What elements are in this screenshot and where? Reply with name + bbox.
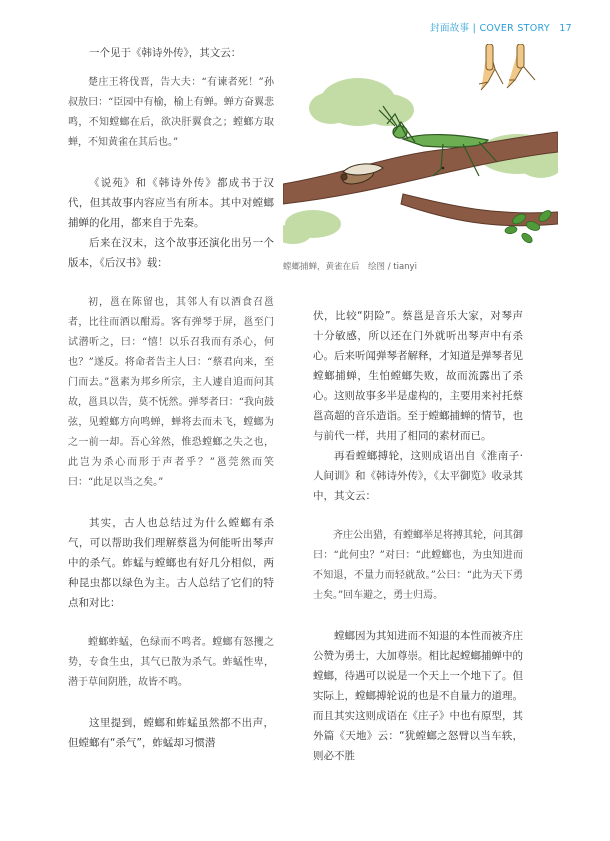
- paragraph: 这里提到，螳螂和蚱蜢虽然都不出声，但螳螂有“杀气”，蚱蜢却习惯潜: [68, 717, 274, 749]
- paragraph: 《说苑》和《韩诗外传》都成书于汉代，但其故事内容应当有所本。其中对螳螂捕蝉的化用，都来自于先秦。: [68, 177, 274, 229]
- figure-caption: 螳螂捕蝉，黄雀在后 绘图 / tianyi: [283, 262, 417, 272]
- page-number: 17: [559, 23, 572, 34]
- quote-block: 螳螂蚱蜢，色绿而不鸣者。螳螂有怒攫之势，专食生虫，其气已散为杀气。蚱蜢性卑，潜于草间阴胜，故皆不鸣。: [68, 637, 274, 688]
- quote-block: 初，邕在陈留也，其邻人有以酒食召邕者，比往而酒以酣焉。客有弹琴于屏，邕至门试潜听之，曰：“憘！以乐召我而有杀心，何也？”遂反。将命者告主人曰：“蔡君向来，至门而去。”邕素为邦乡所宗，主人遽自追而问其故，邕具以告，莫不怃然。弹琴者曰：“我向鼓弦，见螳螂方向鸣蝉，蝉将去而未飞，螳螂为之一前一却。吾心耸然，惟恐螳螂之失之也，此岂为杀心而形于声者乎？”邕莞然而笑曰：“此足以当之矣。”: [68, 297, 274, 488]
- left-column: [68, 43, 274, 753]
- right-column: [313, 306, 523, 766]
- paragraph: 再看螳螂搏轮，这则成语出自《淮南子·人间训》和《韩诗外传》，《太平御览》收录其中，其文云：: [313, 450, 523, 502]
- paragraph: 伏，比较“阴险”。蔡邕是音乐大家，对琴声十分敏感，所以还在门外就听出琴声中有杀心。后来听闻弹琴者解释，才知道是弹琴者见螳螂捕蝉，生怕螳螂失败，故而流露出了杀心。这则故事多半是虚构的，主要用来衬托蔡邕高超的音乐造诣。至于螳螂捕蝉的情节，也与前代一样，共用了相同的素材而已。: [313, 310, 523, 442]
- paragraph: 后来在汉末，这个故事还演化出另一个版本，《后汉书》载：: [68, 237, 274, 269]
- quote-block: 楚庄王将伐晋，告大夫：“有谏者死！”孙叔敖曰：“臣园中有榆，榆上有蝉。蝉方奋翼悲鸣，不知螳螂在后，欲决肝翼食之；螳螂方取蝉，不知黄雀在其后也。”: [68, 77, 274, 148]
- paragraph: 一个见于《韩诗外传》，其文云：: [89, 47, 242, 59]
- paragraph: 其实，古人也总结过为什么螳螂有杀气，可以帮助我们理解蔡邕为何能听出琴声中的杀气。蚱蜢与螳螂也有好几分相似，两种昆虫都以绿色为主。古人总结了它们的特点和对比：: [68, 517, 274, 609]
- mantis-illustration: [283, 44, 558, 251]
- quote-block: 齐庄公出猎，有螳螂举足将搏其轮，问其御曰：“此何虫？”对曰：“此螳螂也，为虫知进而不知退，不量力而轻就敌。”公曰：“此为天下勇士矣。”回车避之，勇士归焉。: [313, 530, 523, 601]
- paragraph: 螳螂因为其知进而不知退的本性而被齐庄公赞为勇士，大加尊崇。相比起螳螂捕蝉中的螳螂，待遇可以说是一个天上一个地下了。但实际上，螳螂搏轮说的也是不自量力的道理。而且其实这则成语在《庄子》中也有原型，其外篇《天地》云：“犹螳螂之怒臂以当车轶，则必不胜: [313, 630, 523, 762]
- page-header: [430, 20, 572, 34]
- section-label: 封面故事 | COVER STORY: [430, 23, 550, 34]
